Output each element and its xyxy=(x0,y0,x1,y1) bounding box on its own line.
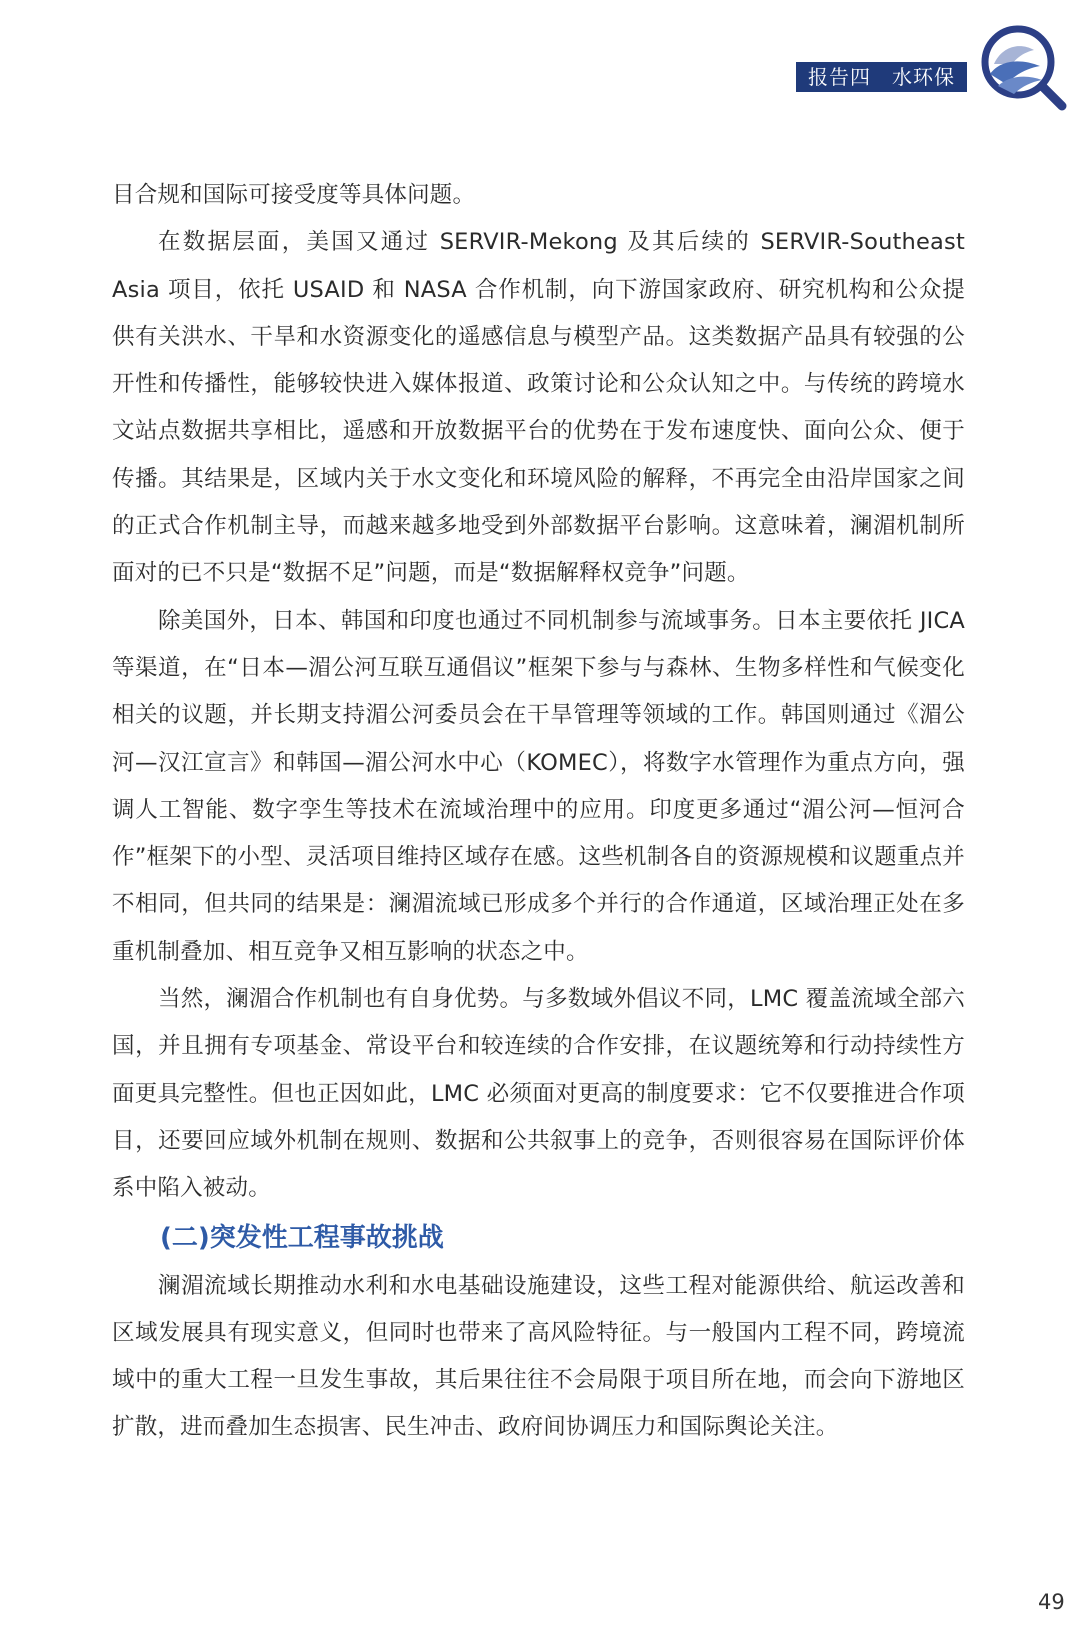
paragraph-continuation: 目合规和国际可接受度等具体问题。 xyxy=(112,182,476,208)
section-label: 报告四 水环保 xyxy=(796,62,967,92)
paragraph-other-countries: 除美国外，日本、韩国和印度也通过不同机制参与流域事务。日本主要依托 JICA 等渠道，在“日本—湄公河互联互通倡议”框架下参与与森林、生物多样性和气候变化相关的议题，并长期支持湄公河委员会在干旱管理等领域的工作。韩国则通过《湄公河—汉江宣言》和韩国—湄公河水中心（KOMEC），将数字水管理作为重点方向，强调人工智能、数字孪生等技术在流域治理中的应用。印度更多通过“湄公河—恒河合作”框架下的小型、灵活项目维持区域存在感。这些机制各自的资源规模和议题重点并不相同，但共同的结果是：澜湄流域已形成多个并行的合作通道，区域治理正处在多重机制叠加、相互竞争又相互影响的状态之中。 xyxy=(112,607,965,965)
paragraph-data-level: 在数据层面，美国又通过 SERVIR-Mekong 及其后续的 SERVIR-Southeast Asia 项目，依托 USAID 和 NASA 合作机制，向下游国家政府、研究机构和公众提供有关洪水、干旱和水资源变化的遥感信息与模型产品。这类数据产品具有较强的公开性和传播性，能够较快进入媒体报道、政策讨论和公众认知之中。与传统的跨境水文站点数据共享相比，遥感和开放数据平台的优势在于发布速度快、面向公众、便于传播。其结果是，区域内关于水文变化和环境风险的解释，不再完全由沿岸国家之间的正式合作机制主导，而越来越多地受到外部数据平台影响。这意味着，澜湄机制所面对的已不只是“数据不足”问题，而是“数据解释权竞争”问题。 xyxy=(112,229,965,587)
article-body xyxy=(112,172,965,1452)
paragraph-lmc-advantages: 当然，澜湄合作机制也有自身优势。与多数域外倡议不同，LMC 覆盖流域全部六国，并且拥有专项基金、常设平台和较连续的合作安排，在议题统筹和行动持续性方面更具完整性。但也正因如此，LMC 必须面对更高的制度要求：它不仅要推进合作项目，还要回应域外机制在规则、数据和公共叙事上的竞争，否则很容易在国际评价体系中陷入被动。 xyxy=(112,986,965,1202)
magnifier-wave-logo-icon xyxy=(976,20,1072,116)
section-heading: (二)突发性工程事故挑战 xyxy=(160,1222,444,1253)
paragraph-engineering-risk: 澜湄流域长期推动水利和水电基础设施建设，这些工程对能源供给、航运改善和区域发展具有现实意义，但同时也带来了高风险特征。与一般国内工程不同，跨境流域中的重大工程一旦发生事故，其后果往往不会局限于项目所在地，而会向下游地区扩散，进而叠加生态损害、民生冲击、政府间协调压力和国际舆论关注。 xyxy=(112,1272,965,1441)
page-number: 49 xyxy=(1038,1590,1065,1614)
